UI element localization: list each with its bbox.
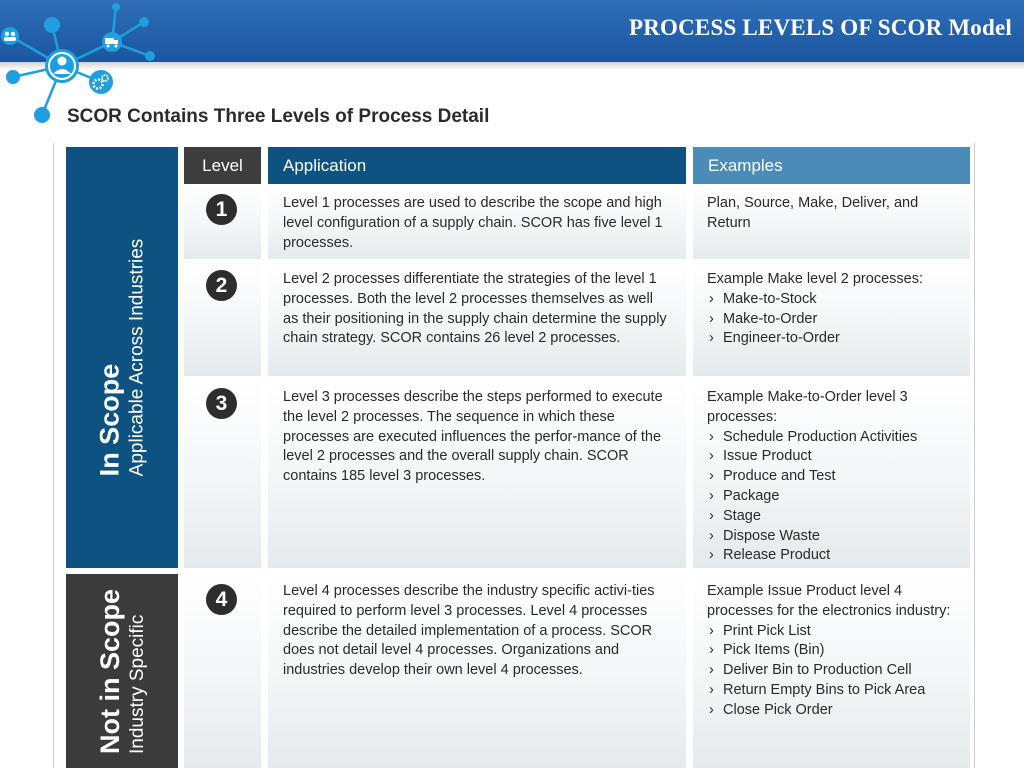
- bullet-icon: ›: [709, 547, 714, 564]
- not-in-scope-title: Not in Scope: [94, 588, 125, 754]
- not-in-scope-bar: [66, 574, 178, 768]
- bullet-icon: ›: [709, 310, 714, 327]
- list-item: › Package: [707, 487, 956, 507]
- list-item: › Schedule Production Activities: [707, 428, 956, 448]
- application-column-header: Application: [268, 147, 686, 184]
- list-item: › Issue Product: [707, 447, 956, 467]
- bullet-icon: ›: [709, 527, 714, 544]
- bullet-icon: ›: [709, 487, 714, 504]
- table-row-level-cell: [184, 574, 261, 768]
- examples-list: [707, 622, 956, 721]
- table-row-examples-cell: [693, 380, 970, 568]
- examples-intro: Plan, Source, Make, Deliver, and Return: [707, 195, 919, 231]
- list-item: › Return Empty Bins to Pick Area: [707, 681, 956, 701]
- list-item: › Close Pick Order: [707, 701, 956, 721]
- bullet-icon: ›: [709, 468, 714, 485]
- table-row-examples-cell: [693, 186, 970, 259]
- bullet-icon: ›: [709, 507, 714, 524]
- level-number-badge: 4: [206, 584, 237, 615]
- table-row-level-cell: [184, 262, 261, 376]
- in-scope-subtitle: Applicable Across Industries: [126, 238, 148, 477]
- list-item: › Dispose Waste: [707, 527, 956, 547]
- user-icon: [45, 49, 79, 83]
- slide-title: PROCESS LEVELS OF SCOR Model: [628, 15, 1012, 40]
- list-item: › Stage: [707, 507, 956, 527]
- examples-list: [707, 428, 956, 567]
- list-item: › Deliver Bin to Production Cell: [707, 661, 956, 681]
- bullet-icon: ›: [709, 448, 714, 465]
- application-text: Level 3 processes describe the steps performed to execute the level 2 processes. The sequence in which these processes are executed influences the perfor-mance of the level 2 processes and the overall supply chain. SCOR contains 185 level 3 processes.: [283, 389, 663, 485]
- bullet-icon: ›: [709, 330, 714, 347]
- level-number-badge: 2: [206, 270, 237, 301]
- page-subtitle: SCOR Contains Three Levels of Process Detail: [67, 106, 490, 127]
- bullet-icon: ›: [709, 642, 714, 659]
- table-row-application-cell: [268, 186, 686, 259]
- level-number-badge: 3: [206, 388, 237, 419]
- table-row-examples-cell: [693, 262, 970, 376]
- list-item: › Release Product: [707, 546, 956, 566]
- table-row-level-cell: [184, 186, 261, 259]
- bullet-icon: ›: [709, 681, 714, 698]
- frame-line-left: [53, 143, 54, 768]
- examples-intro: Example Make-to-Order level 3 processes:: [707, 389, 908, 425]
- list-item: › Make-to-Stock: [707, 290, 956, 310]
- bullet-icon: ›: [709, 701, 714, 718]
- examples-intro: Example Issue Product level 4 processes for the electronics industry:: [707, 583, 951, 619]
- examples-list: [707, 290, 956, 349]
- table-row-examples-cell: [693, 574, 970, 768]
- table-row-level-cell: [184, 380, 261, 568]
- in-scope-bar: [66, 147, 178, 568]
- truck-icon: [102, 32, 122, 52]
- application-text: Level 4 processes describe the industry specific activi-ties required to perform level 3 processes. Level 4 processes describe the detailed implementation of a process. SCOR does not detail level 4 processes. Organizations and industries develop their own level 4 processes.: [283, 583, 655, 679]
- list-item: › Engineer-to-Order: [707, 329, 956, 349]
- bullet-icon: ›: [709, 662, 714, 679]
- table-row-application-cell: [268, 262, 686, 376]
- list-item: › Make-to-Order: [707, 310, 956, 330]
- not-in-scope-subtitle: Industry Specific: [126, 614, 148, 754]
- application-text: Level 2 processes differentiate the strategies of the level 1 processes. Both the level 2 processes themselves as well as their positioning in the supply chain determine the supply chain strategy. SCOR contains 26 level 2 processes.: [283, 271, 667, 347]
- table-row-application-cell: [268, 380, 686, 568]
- level-number-badge: 1: [206, 194, 237, 225]
- frame-line-right: [974, 143, 975, 768]
- table-row-application-cell: [268, 574, 686, 768]
- application-text: Level 1 processes are used to describe the scope and high level configuration of a supply chain. SCOR has five level 1 processes.: [283, 195, 663, 251]
- bullet-icon: ›: [709, 428, 714, 445]
- gears-icon: [89, 70, 113, 94]
- bullet-icon: ›: [709, 622, 714, 639]
- level-column-header: Level: [184, 147, 261, 184]
- examples-intro: Example Make level 2 processes:: [707, 271, 923, 287]
- list-item: › Print Pick List: [707, 622, 956, 642]
- in-scope-title: In Scope: [94, 363, 125, 477]
- list-item: › Produce and Test: [707, 467, 956, 487]
- bullet-icon: ›: [709, 290, 714, 307]
- list-item: › Pick Items (Bin): [707, 641, 956, 661]
- examples-column-header: Examples: [693, 147, 970, 184]
- group-icon: [1, 27, 19, 45]
